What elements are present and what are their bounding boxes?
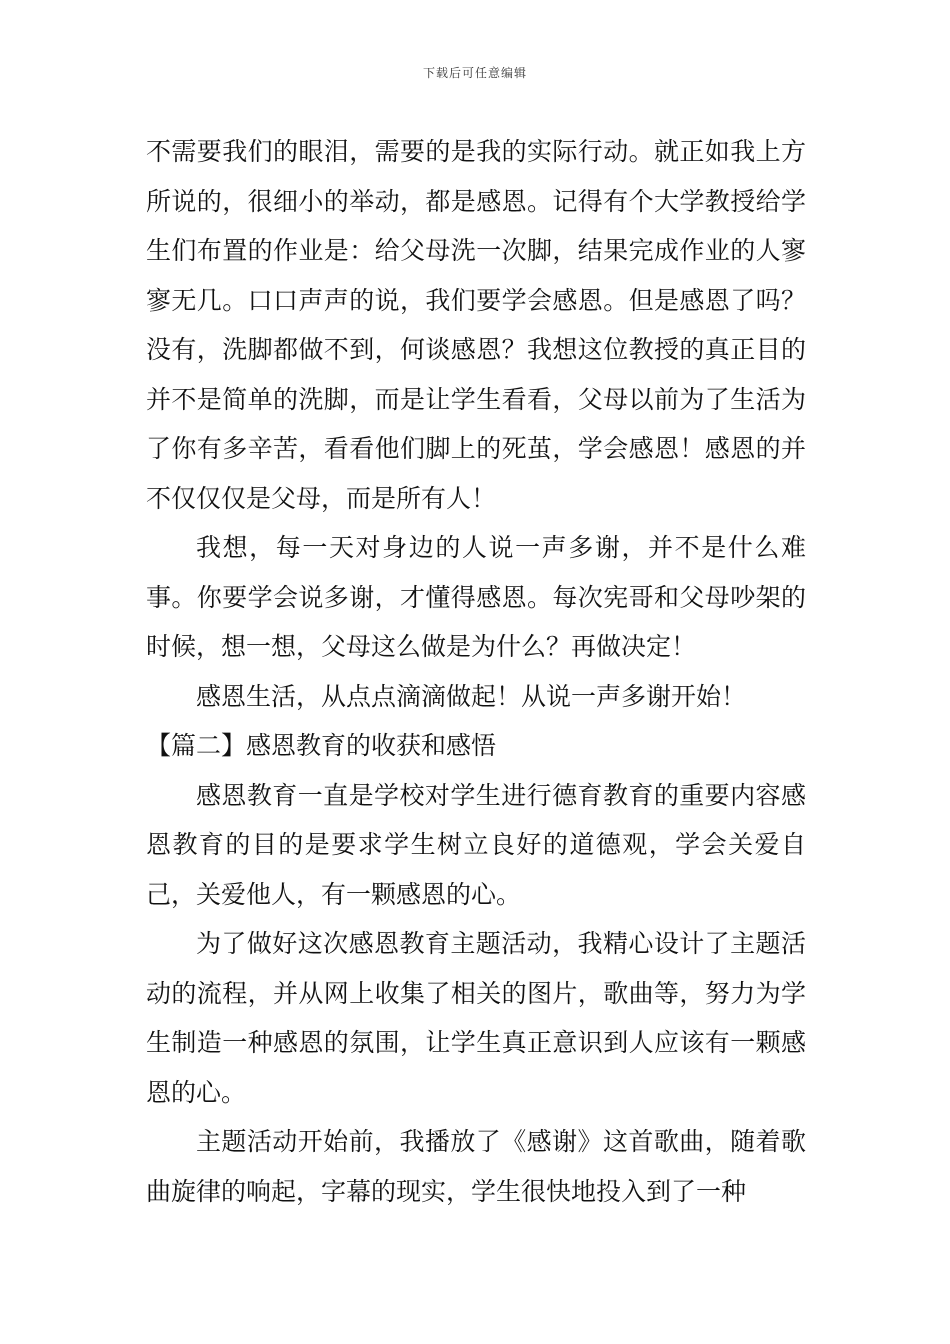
- page-header: 下载后可任意编辑: [422, 66, 527, 80]
- paragraph-3: 感恩生活，从点点滴滴做起！从说一声多谢开始！: [196, 681, 747, 711]
- paragraph-2: 我想，每一天对身边的人说一声多谢，并不是什么难事。你要学会说多谢，才懂得感恩。每次宪哥和父母吵架的时候，想一想，父母这么做是为什么？再做决定！: [146, 533, 806, 661]
- paragraph-5: 为了做好这次感恩教育主题活动，我精心设计了主题活动的流程，并从网上收集了相关的图片，歌曲等，努力为学生制造一种感恩的氛围，让学生真正意识到人应该有一颗感恩的心。: [146, 929, 806, 1107]
- paragraph-1: 不需要我们的眼泪，需要的是我的实际行动。就正如我上方所说的，很细小的举动，都是感恩。记得有个大学教授给学生们布置的作业是：给父母洗一次脚，结果完成作业的人寥寥无几。口口声声的说，我们要学会感恩。但是感恩了吗？没有，洗脚都做不到，何谈感恩？我想这位教授的真正目的并不是简单的洗脚，而是让学生看看，父母以前为了生活为了你有多辛苦，看看他们脚上的死茧，学会感恩！感恩的并不仅仅仅是父母，而是所有人！: [146, 137, 806, 513]
- paragraph-6: 主题活动开始前，我播放了《感谢》这首歌曲，随着歌曲旋律的响起，字幕的现实，学生很快地投入到了一种: [146, 1127, 806, 1206]
- section-heading: 【篇二】感恩教育的收获和感悟: [146, 731, 497, 760]
- document-body: [146, 127, 806, 1216]
- paragraph-4: 感恩教育一直是学校对学生进行德育教育的重要内容感恩教育的目的是要求学生树立良好的道德观，学会关爱自己，关爱他人，有一颗感恩的心。: [146, 780, 806, 909]
